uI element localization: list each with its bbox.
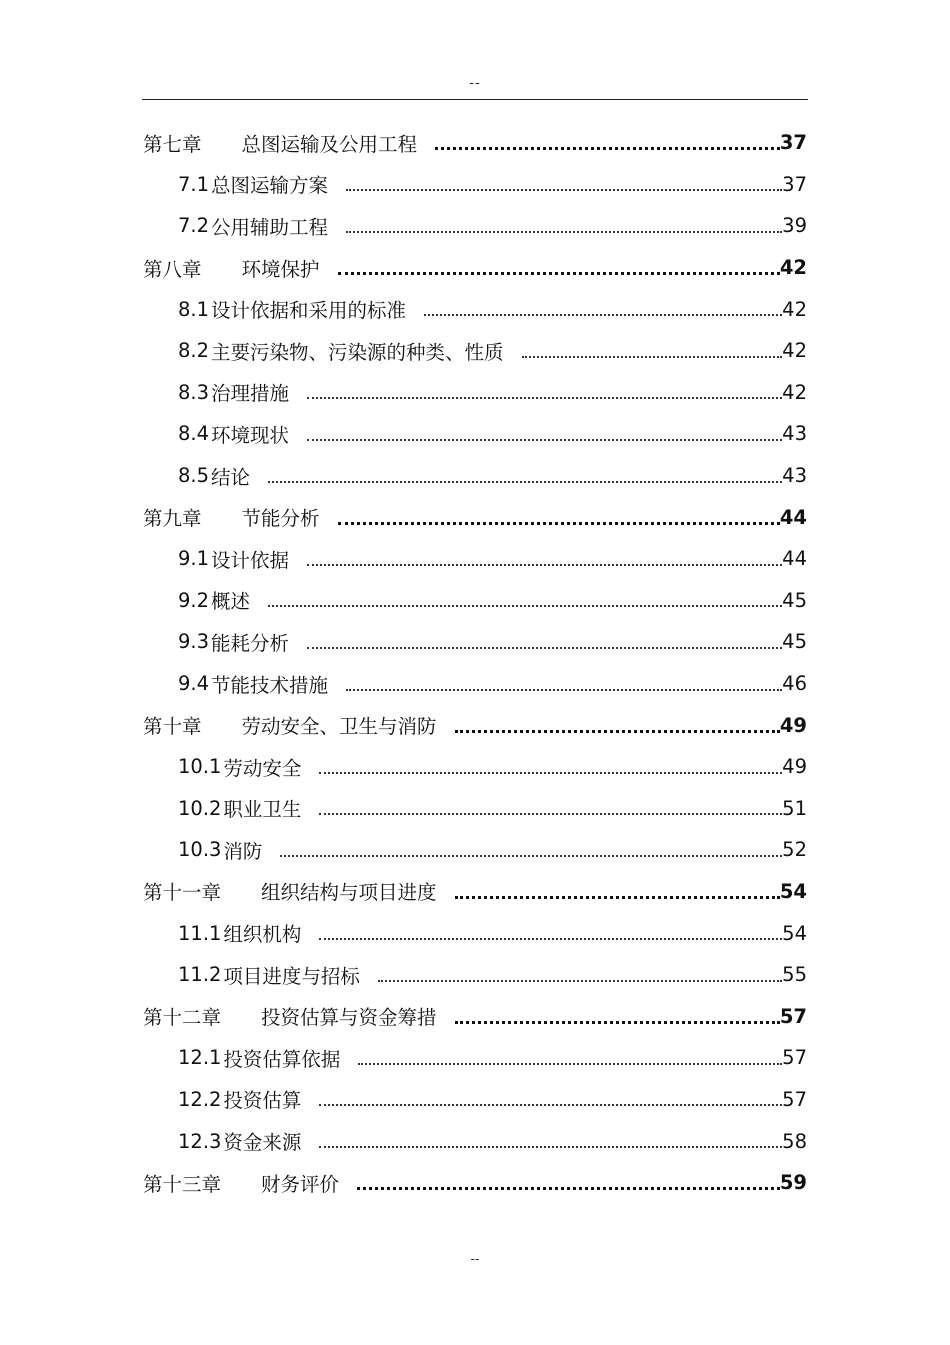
toc-dot-leader [424,314,782,316]
toc-entry-title: 环境现状 [211,423,290,447]
toc-dot-leader [268,605,782,607]
toc-page-number: 46 [782,672,807,696]
toc-page-number: 45 [782,630,807,654]
toc-section-entry[interactable] [143,746,807,788]
toc-entry-number: 10.3 [178,838,222,862]
toc-chapter-entry[interactable] [143,995,807,1037]
toc-dot-leader [319,938,782,940]
toc-entry-title: 总图运输及公用工程 [241,132,418,156]
toc-entry-title: 治理措施 [211,382,290,406]
toc-dot-leader [319,1104,782,1106]
toc-entry-title: 结论 [211,465,251,489]
toc-section-entry[interactable] [143,912,807,954]
toc-entry-number: 12.2 [178,1087,222,1111]
toc-dot-leader [338,272,780,275]
header-rule [142,99,808,100]
toc-dot-leader [319,813,782,815]
toc-entry-number: 11.1 [178,921,222,945]
toc-dot-leader [455,730,780,733]
toc-section-entry[interactable] [143,1079,807,1121]
toc-entry-title: 投资估算依据 [223,1047,341,1071]
toc-entry-title: 投资估算 [223,1089,302,1113]
toc-entry-title: 公用辅助工程 [211,215,329,239]
toc-dot-leader [307,397,782,399]
toc-entry-number: 8.1 [178,297,210,321]
toc-dot-leader [455,1021,780,1024]
toc-dot-leader [268,481,782,483]
toc-entry-title: 劳动安全、卫生与消防 [241,715,437,739]
toc-page-number: 51 [782,796,807,820]
page-header-mark: -- [469,76,481,91]
toc-entry-title: 财务评价 [261,1172,340,1196]
toc-entry-title: 职业卫生 [223,798,302,822]
toc-chapter-entry[interactable] [143,122,807,164]
toc-entry-title: 设计依据和采用的标准 [211,299,407,323]
page-footer-mark: -- [470,1252,480,1266]
toc-section-entry[interactable] [143,413,807,455]
toc-entry-number: 第十一章 [143,881,222,905]
toc-entry-title: 主要污染物、污染源的种类、性质 [211,340,504,364]
toc-entry-number: 8.5 [178,464,210,488]
toc-page-number: 55 [782,963,807,987]
toc-section-entry[interactable] [143,1037,807,1079]
toc-entry-title: 节能分析 [241,507,320,531]
toc-page-number: 42 [779,256,807,280]
toc-entry-title: 项目进度与招标 [223,964,360,988]
toc-page-number: 43 [782,464,807,488]
toc-dot-leader [358,1063,782,1065]
toc-chapter-entry[interactable] [143,704,807,746]
toc-page-number: 44 [779,505,807,529]
toc-entry-number: 第十二章 [143,1006,222,1030]
toc-entry-number: 9.4 [178,672,210,696]
toc-dot-leader [307,439,782,441]
toc-page-number: 54 [782,921,807,945]
toc-page-number: 37 [782,172,807,196]
toc-entry-title: 组织结构与项目进度 [261,881,437,905]
toc-section-entry[interactable] [143,829,807,871]
toc-page-number: 37 [779,131,807,155]
toc-entry-title: 消防 [223,839,263,863]
toc-entry-number: 8.3 [178,380,210,404]
toc-entry-title: 资金来源 [223,1131,302,1155]
toc-dot-leader [307,647,782,649]
toc-dot-leader [455,896,780,899]
toc-entry-title: 设计依据 [211,548,290,572]
toc-dot-leader [346,231,782,233]
toc-page-number: 44 [782,547,807,571]
toc-entry-title: 能耗分析 [211,631,290,655]
toc-entry-number: 9.2 [178,588,210,612]
toc-section-entry[interactable] [143,164,807,206]
toc-entry-number: 第八章 [143,257,202,281]
toc-entry-number: 7.1 [178,172,210,196]
toc-page-number: 49 [779,713,807,737]
toc-page-number: 54 [779,879,807,903]
toc-entry-number: 第九章 [143,507,202,531]
toc-page-number: 57 [779,1004,807,1028]
toc-dot-leader [378,980,782,982]
toc-dot-leader [338,522,780,525]
toc-entry-title: 总图运输方案 [211,174,329,198]
toc-chapter-entry[interactable] [143,1162,807,1204]
toc-entry-title: 组织机构 [223,923,302,947]
toc-entry-number: 8.4 [178,422,210,446]
toc-page-number: 43 [782,422,807,446]
toc-entry-title: 节能技术措施 [211,673,329,697]
toc-section-entry[interactable] [143,372,807,414]
toc-page-number: 49 [782,755,807,779]
toc-dot-leader [522,356,783,358]
toc-page-number: 59 [779,1171,807,1195]
toc-entry-number: 10.2 [178,796,222,820]
toc-section-entry[interactable] [143,663,807,705]
toc-entry-title: 劳动安全 [223,756,302,780]
toc-dot-leader [319,1146,782,1148]
toc-entry-number: 8.2 [178,339,210,363]
toc-dot-leader [346,189,782,191]
toc-entry-number: 第十三章 [143,1172,222,1196]
toc-dot-leader [357,1187,780,1190]
toc-section-entry[interactable] [143,954,807,996]
toc-section-entry[interactable] [143,538,807,580]
toc-dot-leader [319,772,782,774]
toc-chapter-entry[interactable] [143,247,807,289]
toc-page-number: 39 [782,214,807,238]
toc-entry-number: 10.1 [178,755,222,779]
toc-entry-number: 9.3 [178,630,210,654]
toc-chapter-entry[interactable] [143,496,807,538]
toc-entry-number: 12.1 [178,1046,222,1070]
toc-dot-leader [435,147,780,150]
toc-page-number: 42 [782,380,807,404]
toc-page-number: 45 [782,588,807,612]
toc-section-entry[interactable] [143,205,807,247]
toc-dot-leader [346,689,782,691]
toc-entry-number: 12.3 [178,1129,222,1153]
toc-page-number: 57 [782,1046,807,1070]
toc-section-entry[interactable] [143,1120,807,1162]
toc-page-number: 42 [782,297,807,321]
toc-section-entry[interactable] [143,330,807,372]
toc-page-number: 42 [782,339,807,363]
toc-entry-number: 7.2 [178,214,210,238]
toc-section-entry[interactable] [143,288,807,330]
table-of-contents [143,122,807,1203]
toc-page-number: 52 [782,838,807,862]
toc-entry-title: 概述 [211,590,251,614]
toc-entry-title: 环境保护 [241,257,320,281]
toc-section-entry[interactable] [143,788,807,830]
toc-page-number: 57 [782,1087,807,1111]
toc-chapter-entry[interactable] [143,871,807,913]
toc-entry-title: 投资估算与资金筹措 [261,1006,437,1030]
toc-dot-leader [280,855,782,857]
toc-dot-leader [307,564,782,566]
toc-entry-number: 9.1 [178,547,210,571]
toc-section-entry[interactable] [143,621,807,663]
toc-entry-number: 第十章 [143,715,202,739]
toc-page-number: 58 [782,1129,807,1153]
toc-section-entry[interactable] [143,580,807,622]
toc-entry-number: 第七章 [143,132,202,156]
toc-entry-number: 11.2 [178,963,222,987]
toc-section-entry[interactable] [143,455,807,497]
